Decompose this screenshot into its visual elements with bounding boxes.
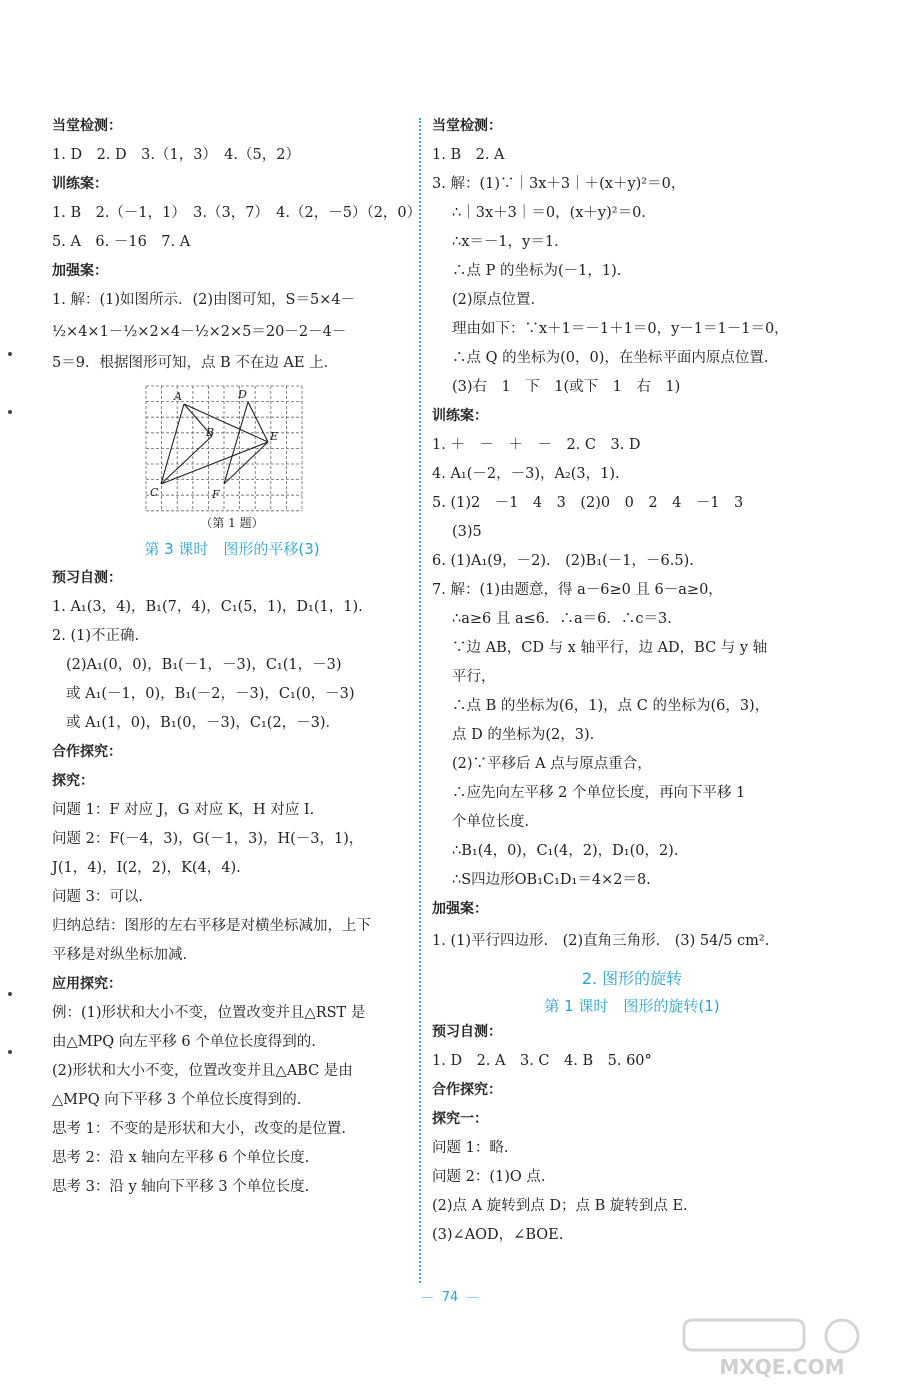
section-heading: 探究一：	[432, 1111, 488, 1127]
section-subtitle-rotation: 第 1 课时 图形的旋转(1)	[544, 997, 720, 1015]
answer-line: 思考 3：沿 y 轴向下平移 3 个单位长度.	[52, 1179, 310, 1195]
answer-line: 思考 2：沿 x 轴向左平移 6 个单位长度.	[52, 1150, 310, 1166]
section-heading: 当堂检测：	[432, 118, 502, 134]
margin-dot	[8, 1050, 12, 1054]
answer-line: 1. B 2. A	[432, 147, 505, 163]
section-title: 第 3 课时 图形的平移(3)	[144, 540, 320, 558]
answer-line: 归纳总结：图形的左右平移是对横坐标减加，上下	[52, 918, 371, 934]
watermark-logo	[682, 1318, 882, 1380]
answer-line: 问题 3：可以.	[52, 889, 143, 905]
left-answers-top	[52, 112, 422, 378]
watermark-text: MXQE.COM	[719, 1355, 845, 1379]
answer-line: 例：(1)形状和大小不变，位置改变并且△RST 是	[52, 1005, 366, 1021]
answer-line: (2)∵平移后 A 点与原点重合，	[452, 756, 652, 772]
answer-line: 1. D 2. A 3. C 4. B 5. 60°	[432, 1053, 652, 1069]
answer-line: ∴应先向左平移 2 个单位长度，再向下平移 1	[452, 785, 746, 801]
page-number: — 74 —	[0, 1290, 900, 1305]
grid-figure	[144, 384, 314, 512]
left-column	[52, 112, 422, 1202]
answer-line: 点 D 的坐标为(2，3).	[452, 727, 595, 743]
answer-line: ∴x＝－1，y＝1.	[452, 234, 559, 250]
label-e: E	[270, 430, 279, 443]
left-answers-bottom	[52, 564, 412, 1202]
answer-line: (2)原点位置.	[452, 292, 536, 308]
answer-line: 思考 1：不变的是形状和大小，改变的是位置.	[52, 1121, 346, 1137]
answer-line: (3)∠AOD，∠BOE.	[432, 1227, 564, 1243]
answer-line: 1. B 2.（－1，1） 3.（3，7） 4.（2，－5）（2，0）	[52, 205, 422, 221]
answer-line: ∴S四边形OB₁C₁D₁＝4×2＝8.	[452, 872, 651, 888]
answer-line: (2)形状和大小不变，位置改变并且△ABC 是由	[52, 1063, 353, 1079]
label-c: C	[150, 486, 159, 499]
column-divider	[419, 118, 421, 1283]
answer-line: 6. (1)A₁(9，－2). (2)B₁(－1，－6.5).	[432, 553, 694, 569]
right-column	[432, 112, 832, 1250]
section-heading: 加强案：	[432, 901, 488, 917]
answer-line: 7. 解：(1)由题意，得 a－6≥0 且 6－a≥0，	[432, 582, 723, 598]
answer-line: ∴点 Q 的坐标为(0，0)，在坐标平面内原点位置.	[452, 350, 769, 366]
answer-line: (2)A₁(0，0)，B₁(－1，－3)，C₁(1，－3)	[66, 657, 342, 673]
section-heading: 应用探究：	[52, 976, 122, 992]
section-heading: 当堂检测：	[52, 118, 122, 134]
answer-line: ∴点 P 的坐标为(－1，1).	[452, 263, 622, 279]
answer-line: 1. (1)平行四边形. (2)直角三角形. (3) 54/5 cm².	[432, 933, 770, 949]
margin-dot	[8, 410, 12, 414]
answer-line: 理由如下：∵x＋1＝－1＋1＝0，y－1＝1－1＝0，	[452, 321, 789, 337]
segment-de	[248, 402, 268, 442]
label-f: F	[212, 488, 220, 501]
section-heading: 合作探究：	[432, 1082, 502, 1098]
answer-line: 或 A₁(－1，0)，B₁(－2，－3)，C₁(0，－3)	[66, 686, 355, 702]
answer-line: 1. D 2. D 3.（1，3） 4.（5，2）	[52, 147, 300, 163]
answer-line: ∴B₁(4，0)，C₁(4，2)，D₁(0，2).	[452, 843, 679, 859]
answer-line: (3)右 1 下 1(或下 1 右 1)	[452, 379, 681, 395]
answer-line: 3. 解：(1)∵｜3x＋3｜＋(x＋y)²＝0，	[432, 176, 686, 192]
answer-line: 问题 2：(1)O 点.	[432, 1169, 546, 1185]
answer-line: 问题 2：F(－4，3)，G(－1，3)，H(－3，1)，	[52, 831, 364, 847]
section-title-rotation: 2. 图形的旋转	[581, 969, 683, 988]
segment-df	[224, 402, 248, 484]
answer-line: 或 A₁(1，0)，B₁(0，－3)，C₁(2，－3)．	[66, 715, 341, 731]
answer-line: △MPQ 向下平移 3 个单位长度得到的.	[52, 1092, 302, 1108]
answer-line: ½×4×1－½×2×4－½×2×5＝20－2－4－	[52, 324, 347, 340]
segment-bc	[161, 436, 212, 484]
section-heading: 预习自测：	[432, 1024, 502, 1040]
label-b: B	[206, 426, 215, 439]
answer-line: 1. 解：(1)如图所示．(2)由图可知，S＝5×4－	[52, 292, 356, 308]
answer-line: ∵边 AB，CD 与 x 轴平行，边 AD，BC 与 y 轴	[452, 640, 768, 656]
answer-line: 4. A₁(－2，－3)，A₂(3，1).	[432, 466, 620, 482]
label-d: D	[238, 388, 247, 401]
answer-line: (2)点 A 旋转到点 D；点 B 旋转到点 E.	[432, 1198, 688, 1214]
answer-line: 平行，	[452, 669, 496, 685]
answer-line: 5. A 6. －16 7. A	[52, 234, 191, 250]
section-heading: 探究：	[52, 773, 94, 789]
answer-line: 5＝9．根据图形可知，点 B 不在边 AE 上．	[52, 355, 339, 371]
answer-line: ∴｜3x＋3｜＝0，(x＋y)²＝0.	[452, 205, 646, 221]
right-answers-bottom	[432, 1018, 832, 1250]
answer-line: 个单位长度.	[452, 814, 530, 830]
right-answers-top	[432, 112, 832, 958]
answer-line: ∴a≥6 且 a≤6．∴a＝6．∴c＝3.	[452, 611, 672, 627]
section-heading: 加强案：	[52, 263, 108, 279]
answer-line: 问题 1：F 对应 J，G 对应 K，H 对应 I.	[52, 802, 315, 818]
answer-line: 2. (1)不正确.	[52, 628, 140, 644]
section-heading: 训练案：	[432, 408, 488, 424]
answer-line: 由△MPQ 向左平移 6 个单位长度得到的.	[52, 1034, 316, 1050]
answer-line: (3)5	[452, 524, 482, 540]
answer-line: J(1，4)，I(2，2)，K(4，4).	[52, 860, 241, 876]
answer-line: 5. (1)2 －1 4 3 (2)0 0 2 4 －1 3	[432, 495, 744, 511]
figure-caption: （第 1 题）	[200, 516, 264, 530]
segment-ac	[161, 404, 184, 484]
margin-dot	[8, 992, 12, 996]
answer-line: 平移是对纵坐标加减.	[52, 947, 188, 963]
section-heading: 训练案：	[52, 176, 108, 192]
margin-dot	[8, 352, 12, 356]
answer-line: 1. A₁(3，4)，B₁(7，4)，C₁(5，1)，D₁(1，1).	[52, 599, 363, 615]
section-heading: 合作探究：	[52, 744, 122, 760]
section-heading: 预习自测：	[52, 570, 122, 586]
answer-line: 问题 1：略.	[432, 1140, 509, 1156]
answer-line: 1. ＋ － ＋ － 2. C 3. D	[432, 437, 641, 453]
label-a: A	[174, 390, 182, 403]
answer-line: ∴点 B 的坐标为(6，1)，点 C 的坐标为(6，3)，	[452, 698, 770, 714]
